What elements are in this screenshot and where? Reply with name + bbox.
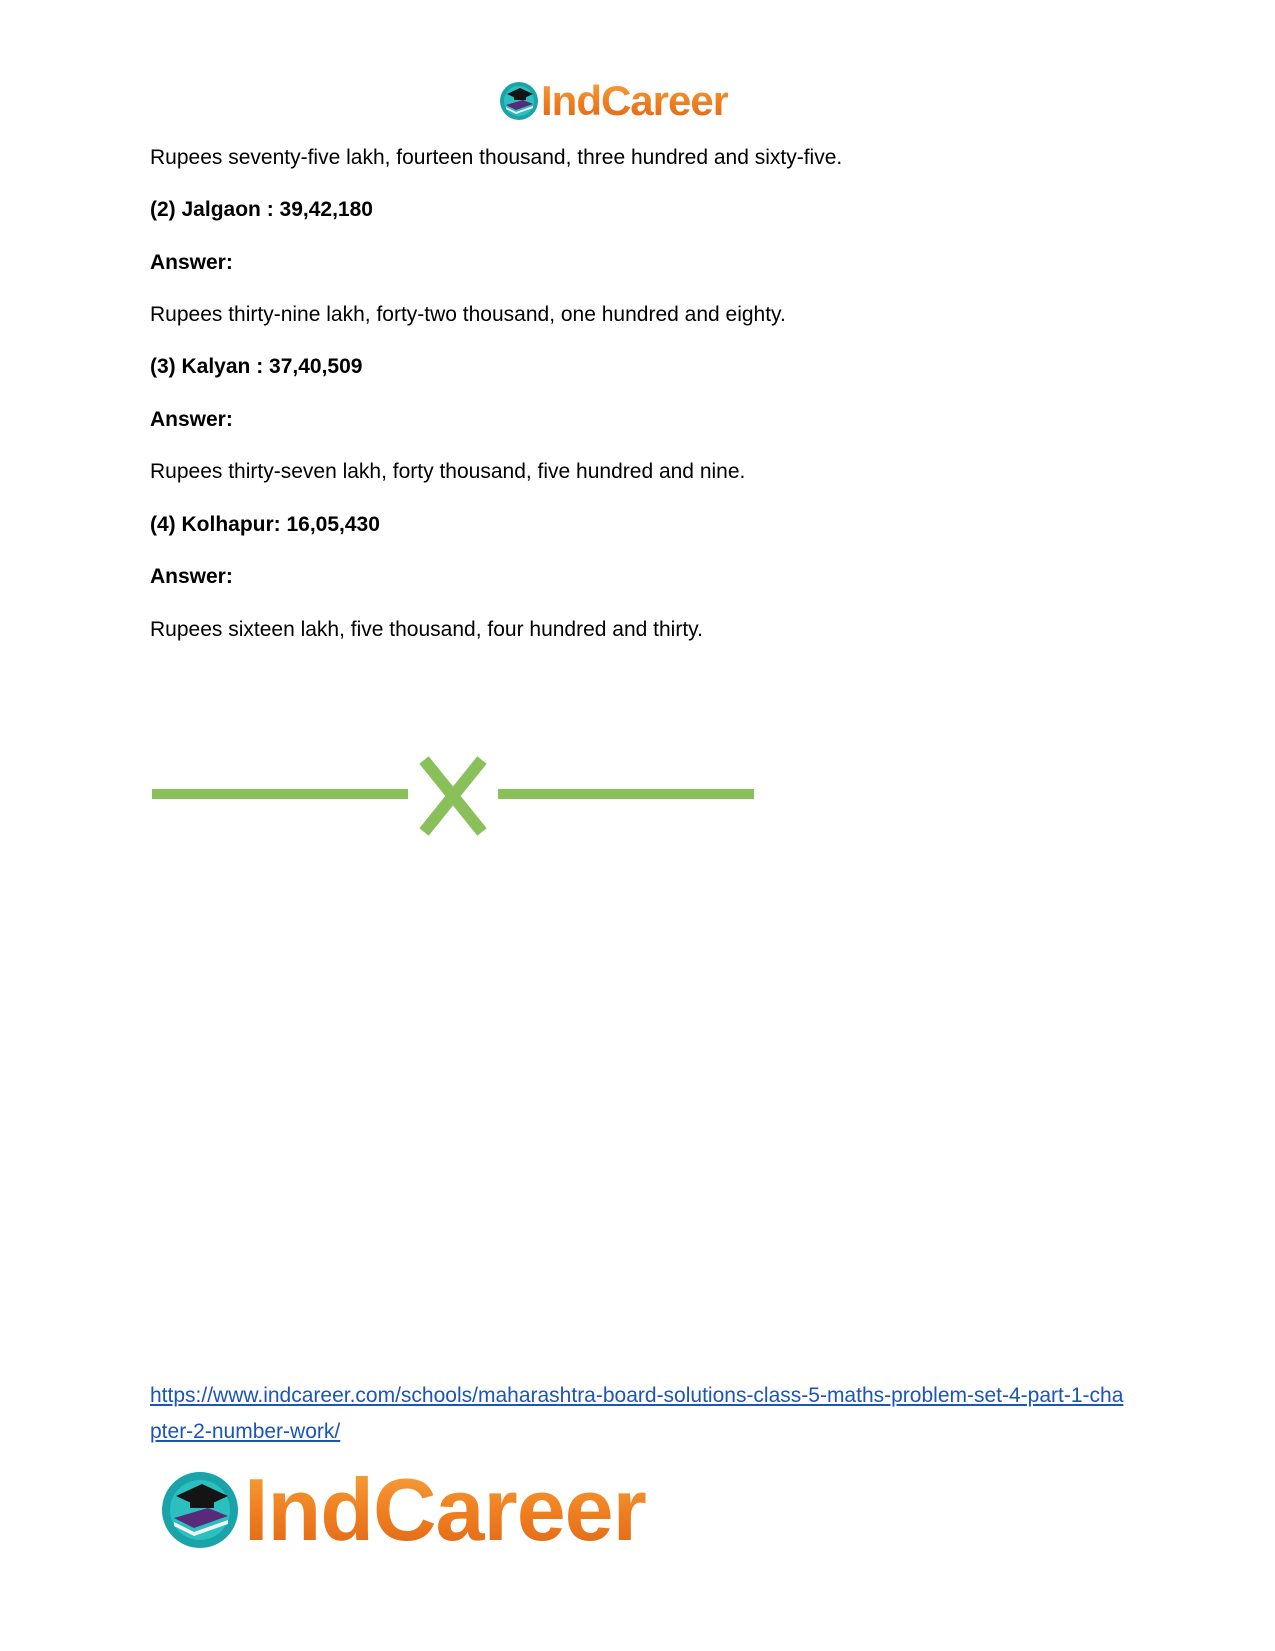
graduation-book-icon: [499, 81, 539, 121]
answer-jalgaon: Rupees thirty-nine lakh, forty-two thousand, one hundred and eighty.: [150, 303, 786, 326]
section-divider: [150, 756, 756, 841]
question-kalyan: (3) Kalyan : 37,40,509: [150, 355, 363, 378]
source-url-link[interactable]: https://www.indcareer.com/schools/maharashtra-board-solutions-class-5-maths-problem-set-4-part-1-chapter-2-number-work/: [150, 1384, 1124, 1443]
answer-label: Answer:: [150, 408, 233, 431]
question-jalgaon: (2) Jalgaon : 39,42,180: [150, 198, 373, 221]
answer-kolhapur: Rupees sixteen lakh, five thousand, four hundred and thirty.: [150, 618, 703, 641]
answer-label: Answer:: [150, 565, 233, 588]
answer-label: Answer:: [150, 251, 233, 274]
brand-name: IndCareer: [541, 77, 729, 124]
intro-answer: Rupees seventy-five lakh, fourteen thousand, three hundred and sixty-five.: [150, 146, 843, 169]
answer-kalyan: Rupees thirty-seven lakh, forty thousand, five hundred and nine.: [150, 460, 746, 483]
graduation-book-icon: [160, 1470, 240, 1550]
footer-logo: [160, 1460, 646, 1559]
x-divider-icon: [150, 756, 756, 836]
header-logo: [499, 77, 729, 124]
brand-name: IndCareer: [244, 1460, 646, 1559]
question-kolhapur: (4) Kolhapur: 16,05,430: [150, 513, 380, 536]
